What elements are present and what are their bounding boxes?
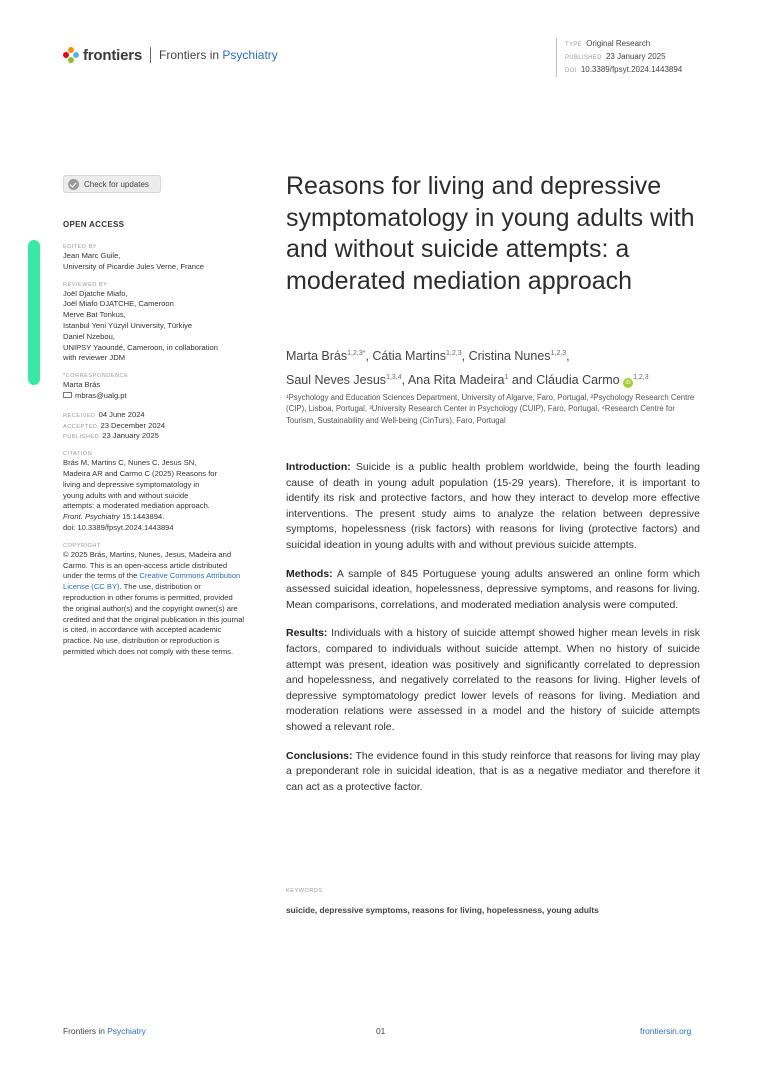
author-affiliation-sup: 1,2,3 <box>446 350 462 357</box>
meta-doi[interactable] <box>565 64 682 77</box>
reviewer-line: Istanbul Yeni Yüzyil University, Türkiye <box>63 320 193 330</box>
brand-name: frontiers <box>83 46 143 64</box>
article-title: Reasons for living and depressive symptomatology in young adults with and without suicide attempts: a moderated mediation approach <box>286 172 695 295</box>
footer-journal-prefix: Frontiers in <box>63 1026 105 1036</box>
abstract-heading: Methods: <box>286 567 333 580</box>
published-label: PUBLISHED <box>63 434 100 441</box>
footer-journal[interactable] <box>63 1026 146 1036</box>
journal-name <box>159 48 278 62</box>
check-for-updates-button[interactable] <box>63 175 161 193</box>
meta-doi-key: DOI <box>565 68 577 74</box>
author-affiliation-sup: 1,2,3* <box>347 350 366 357</box>
citation-line: living and depressive symptomatology in <box>63 479 200 489</box>
meta-type-key: TYPE <box>565 42 582 48</box>
citation-line: Madeira AR and Carmo C (2025) Reasons for <box>63 468 218 478</box>
meta-type-value: Original Research <box>586 39 651 48</box>
reviewed-by-label: REVIEWED BY <box>63 281 108 288</box>
copyright-before: © 2025 Brás, Martins, Nunes, Jesus, Madeira and Carmo. This is an open-access article distributed under the terms of the <box>63 549 232 581</box>
article-meta <box>556 38 682 77</box>
copyright-after: . The use, distribution or reproduction in other forums is permitted, provided the original author(s) and the copyright owner(s) are credited and that the original publication in this journal is cited, in accordance with accepted academic practice. No use, distribution or reproduction is permitted which does not comply with these terms. <box>63 582 245 656</box>
author-and: and <box>508 373 537 388</box>
received-label: RECEIVED <box>63 412 96 419</box>
author-separator: , <box>401 373 408 388</box>
abstract-heading: Results: <box>286 627 328 640</box>
copyright-label: COPYRIGHT <box>63 542 101 549</box>
copyright-text <box>63 550 245 658</box>
published-date: 23 January 2025 <box>102 431 159 441</box>
abstract-text: A sample of 845 Portuguese young adults answered an online form which assessed suicidal ideation, hopelessness, depressive symptoms, and reasons for living. Mean comparisons, correlations, and moderated mediation analysis were computed. <box>286 567 700 611</box>
abstract-results <box>286 626 700 735</box>
keywords: suicide, depressive symptoms, reasons for living, hopelessness, young adults <box>286 905 599 915</box>
author-name[interactable]: Marta Brás <box>286 349 348 364</box>
edited-by-label: EDITED BY <box>63 244 98 250</box>
received-row <box>63 410 245 421</box>
mail-icon <box>63 392 72 398</box>
footer-site-link[interactable]: frontiersin.org <box>640 1026 692 1036</box>
abstract-text: The evidence found in this study reinforce that reasons for living may play a preponderant role in suicidal ideation, that is as a negative mediator and therefore it can act as a protective factor. <box>286 749 700 793</box>
author-name[interactable]: Cristina Nunes <box>468 349 551 364</box>
author-name[interactable]: Ana Rita Madeira <box>407 373 505 388</box>
dates-block <box>63 410 245 442</box>
author-affiliation-sup: 1,3,4 <box>386 374 402 382</box>
author-name[interactable]: Cátia Martins <box>372 349 447 364</box>
correspondence-email-row[interactable] <box>63 391 245 402</box>
abstract-introduction <box>286 460 700 554</box>
published-row <box>63 431 245 442</box>
correspondence-label: *CORRESPONDENCE <box>63 373 129 380</box>
reviewer-line: Daniel Nzebou, <box>63 331 115 341</box>
abstract-text: Individuals with a history of suicide attempt showed higher mean levels in risk factors, compared to individuals without suicide attempt. When no history of suicide attempt was present, ideation was positively and significantly correlated to depression and hopelessness, and negatively correlated to the reasons for living. Higher levels of depressive symptomatology predict lower levels of reasons for living. Mediation and moderation relations were assessed in a model and the history of suicide attempts showed a relevant role. <box>286 627 700 733</box>
brand-divider <box>150 47 151 63</box>
copyright-block <box>63 542 245 658</box>
abstract <box>286 460 700 808</box>
citation-volume: 15:1443894. <box>119 512 165 522</box>
abstract-conclusions <box>286 749 700 796</box>
sidebar <box>63 220 245 666</box>
accepted-date: 23 December 2024 <box>100 420 166 430</box>
author-name[interactable]: Saul Neves Jesus <box>286 373 387 388</box>
editor-line: University of Picardie Jules Verne, France <box>63 261 204 271</box>
cc-by-license-link[interactable]: Creative Commons Attribution License (CC BY) <box>63 571 241 592</box>
abstract-heading: Introduction: <box>286 461 351 473</box>
journal-title: Psychiatry <box>222 48 278 62</box>
reviewer-line: Joël Miafo DJATCHE, Cameroon <box>63 299 174 309</box>
citation-journal-line <box>63 512 245 523</box>
reviewer-line: Merve Bat Tonkus, <box>63 310 126 320</box>
citation-block <box>63 450 245 534</box>
reviewed-by-block <box>63 281 245 365</box>
check-updates-label: Check for updates <box>84 179 149 189</box>
editor-line: Jean Marc Guile, <box>63 251 121 260</box>
author-affiliation-sup: 1,2,3 <box>550 350 567 357</box>
journal-prefix: Frontiers in <box>159 48 220 62</box>
meta-published-value: 23 January 2025 <box>605 52 666 61</box>
logo-dot <box>68 57 74 63</box>
correspondence-block <box>63 372 245 402</box>
meta-doi-value[interactable]: 10.3389/fpsyt.2024.1443894 <box>580 65 683 74</box>
citation-line: attempts: a moderated mediation approach. <box>63 501 210 511</box>
orcid-icon[interactable]: iD <box>623 378 633 388</box>
abstract-methods <box>286 567 700 614</box>
received-date: 04 June 2024 <box>98 409 145 419</box>
logo-dot <box>73 52 79 58</box>
reviewer-line: with reviewer JDM <box>63 353 126 363</box>
author-separator: , <box>566 349 570 364</box>
author-affiliation-sup: 1 <box>504 374 509 382</box>
meta-type <box>565 38 682 51</box>
keywords-label: KEYWORDS <box>286 888 323 894</box>
author-affiliation-sup: 1,2,3 <box>633 374 649 382</box>
frontiers-brand[interactable] <box>63 45 278 65</box>
citation-doi[interactable]: doi: 10.3389/fpsyt.2024.1443894 <box>63 522 174 532</box>
affiliations: ¹Psychology and Education Sciences Department, University of Algarve, Faro, Portugal, ²Psychology Research Centre (CIP), Lisboa, Portugal, ³University Research Center in Psychology (CUIP), Faro, Portugal, ⁴Research Centre for Tourism, Sustainability and Well-being (CinTurs), Faro, Portugal <box>286 393 695 425</box>
reviewer-line: Joël Djatche Miafo, <box>63 288 128 298</box>
footer-journal-name: Psychiatry <box>107 1026 146 1036</box>
highlight-marker <box>28 240 40 385</box>
author-name[interactable]: Cláudia Carmo <box>536 373 620 388</box>
correspondence-name: Marta Brás <box>63 380 101 390</box>
edited-by-block <box>63 243 245 273</box>
accepted-label: ACCEPTED <box>63 423 98 430</box>
page-number: 01 <box>376 1026 386 1036</box>
abstract-heading: Conclusions: <box>286 749 353 762</box>
citation-label: CITATION <box>63 451 93 458</box>
check-updates-icon <box>68 179 79 190</box>
frontiers-logo-icon <box>63 47 79 63</box>
meta-published <box>565 51 682 64</box>
open-access-label: OPEN ACCESS <box>63 220 125 229</box>
correspondence-email[interactable]: mbras@ualg.pt <box>75 390 127 400</box>
citation-line: Brás M, Martins C, Nunes C, Jesus SN, <box>63 458 197 468</box>
author-separator: , <box>365 349 373 364</box>
citation-journal: Front. Psychiatry <box>63 512 120 522</box>
meta-published-key: PUBLISHED <box>565 55 602 61</box>
reviewer-line: UNIPSY Yaoundé, Cameroon, in collaboration <box>63 342 218 352</box>
citation-line: young adults with and without suicide <box>63 490 189 500</box>
abstract-text: Suicide is a public health problem worldwide, being the fourth leading cause of death in young adult population (15-29 years). Therefore, it is important to identify its risk and protective factors, and how they interact to develop more effective interventions. The present study aims to analyze the relation between depressive symptoms, hopelessness (risk factors) with reasons for living (protective factors) and suicidal ideation in young adults with and without previous suicide attempts. <box>286 461 700 551</box>
accepted-row <box>63 421 245 432</box>
author-separator: , <box>461 349 469 364</box>
author-list <box>286 343 716 391</box>
